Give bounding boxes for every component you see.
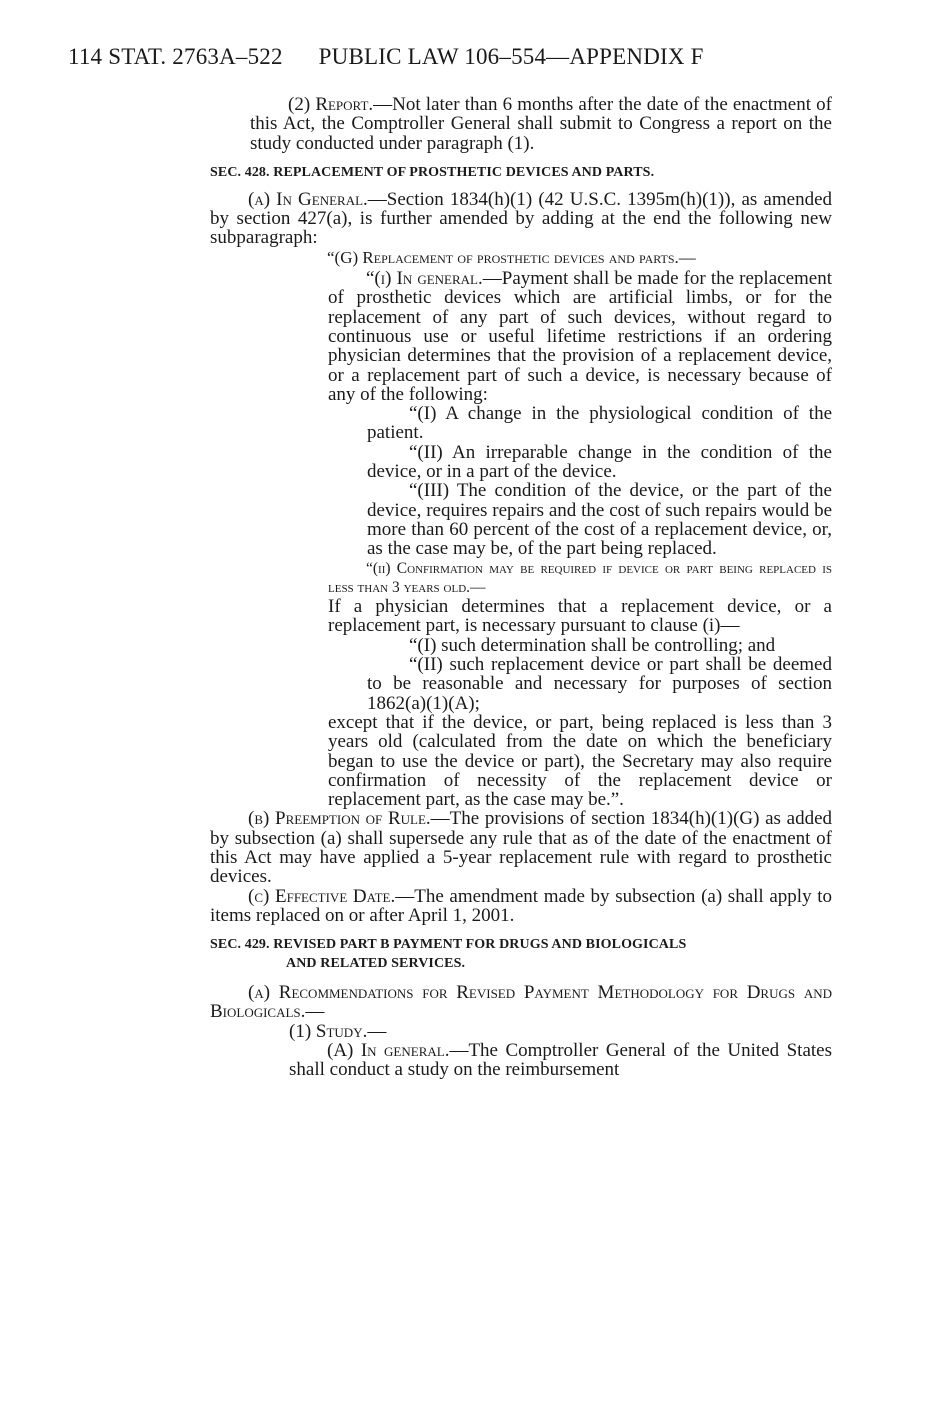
subsection-428-c-label: (c) Effective Date.	[248, 885, 396, 907]
clause-ii-heading	[328, 559, 832, 598]
subsection-428-a-label: (a) In General.	[248, 188, 368, 210]
subsection-428-b	[210, 809, 832, 886]
running-header	[68, 44, 704, 70]
statute-citation: 114 STAT. 2763A–522	[68, 44, 283, 69]
clause-i-label: “(i) In general.	[366, 268, 483, 290]
subparagraph-A-text: —The Comptroller General of the United States shall conduct a study on the reimbursement	[289, 1040, 832, 1081]
section-429-heading-line2: AND RELATED SERVICES.	[286, 956, 466, 972]
subclause-i-III: “(III) The condition of the device, or the part of the device, requires repairs and the cost of such repairs would be more than 60 percent of the cost of a replacement device, or, as the case may be, of the part being replaced.	[367, 480, 832, 560]
subclause-i-II: “(II) An irreparable change in the condition of the device, or in a part of the device.	[367, 441, 832, 483]
paragraph-report	[250, 95, 832, 153]
subclause-ii-II: “(II) such replacement device or part shall be deemed to be reasonable and necessary for purposes of section 1862(a)(1)(A);	[367, 654, 832, 714]
subsection-429-a-heading: (a) Recommendations for Revised Payment Methodology for Drugs and Biologicals.—	[210, 982, 832, 1023]
clause-i	[328, 269, 832, 404]
report-label: (2) Report.	[288, 94, 374, 115]
subsection-428-c-text: —The amendment made by subsection (a) shall apply to items replaced on or after April 1, 2001.	[210, 885, 833, 926]
subparagraph-A-label: (A) In general.	[327, 1040, 450, 1062]
subparagraph-g-heading	[289, 248, 832, 267]
subsection-428-a-text: —Section 1834(h)(1) (42 U.S.C. 1395m(h)(1)), as amended by section 427(a), is further amended by adding at the end the following new subparagraph:	[210, 188, 832, 249]
section-429-heading	[210, 935, 832, 973]
except-clause: except that if the device, or part, being replaced is less than 3 years old (calculated from the date on which the beneficiary began to use the device or part), the Secretary may also require confirmation of necessity of the replacement device or replacement part, as the case may be.”.	[328, 711, 832, 811]
paragraph-study-heading: (1) Study.—	[289, 1020, 387, 1042]
section-429-heading-line1: SEC. 429. REVISED PART B PAYMENT FOR DRUGS AND BIOLOGICALS	[210, 937, 687, 953]
subparagraph-A	[289, 1041, 832, 1080]
subparagraph-g-heading-text: “(G) Replacement of prosthetic devices and parts.—	[327, 247, 696, 267]
section-428-heading: SEC. 428. REPLACEMENT OF PROSTHETIC DEVICES AND PARTS.	[210, 164, 655, 180]
body-text	[0, 95, 950, 1080]
clause-ii-text: If a physician determines that a replacement device, or a replacement part, is necessary pursuant to clause (i)—	[328, 596, 832, 637]
subclause-i-I: “(I) A change in the physiological condition of the patient.	[367, 403, 832, 444]
subsection-428-b-text: —The provisions of section 1834(h)(1)(G) as added by subsection (a) shall supersede any rule that as of the date of the enactment of this Act may have applied a 5-year replacement rule with regard to prosthetic devices.	[210, 808, 833, 888]
public-law-title: PUBLIC LAW 106–554—APPENDIX F	[318, 44, 704, 69]
subsection-428-c	[210, 887, 832, 926]
subclause-ii-I: “(I) such determination shall be controlling; and	[409, 634, 776, 656]
clause-ii-heading-text: “(ii) Confirmation may be required if device or part being replaced is less than 3 years old.—	[328, 559, 832, 596]
subsection-428-b-label: (b) Preemption of Rule.	[248, 808, 431, 830]
clause-i-text: —Payment shall be made for the replacement of prosthetic devices which are artificial limbs, or for the replacement of any part of such devices, without regard to continuous use or useful lifetime restrictions if an ordering physician determines that the provision of a replacement device, or a replacement part of such a device, is necessary because of any of the following:	[328, 268, 832, 405]
subsection-428-a	[210, 190, 832, 248]
report-text: —Not later than 6 months after the date of the enactment of this Act, the Comptroller General shall submit to Congress a report on the study conducted under paragraph (1).	[250, 94, 832, 154]
